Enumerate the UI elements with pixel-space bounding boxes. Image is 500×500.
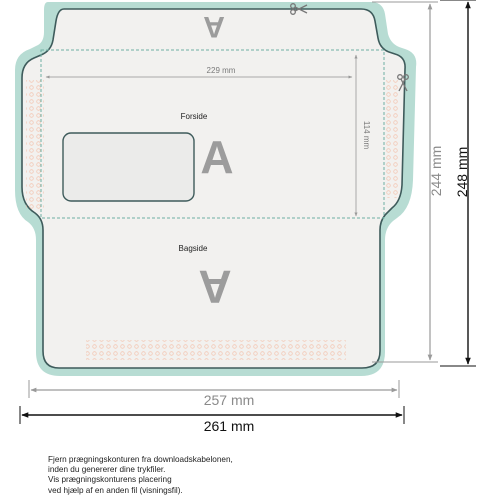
total-width-label: 261 mm (203, 418, 255, 434)
inner-height-label: 114 mm (362, 120, 371, 150)
envelope-height-label: 244 mm (428, 145, 444, 197)
orientation-letter-front: A (200, 131, 234, 183)
back-label: Bagside (178, 244, 208, 253)
embossing-zone-bottom (86, 340, 346, 360)
front-label: Forside (180, 112, 208, 121)
embossing-zone-right (386, 80, 400, 198)
envelope-width-label: 257 mm (203, 392, 255, 408)
address-window (63, 133, 194, 201)
orientation-letter-back: A (198, 261, 232, 313)
orientation-letter-flap: A (203, 10, 225, 43)
instruction-line: ved hjælp af en anden fil (visningsfil). (48, 485, 183, 495)
instruction-line: Fjern prægningskonturen fra downloadskabelonen, (48, 455, 233, 464)
inner-width-label: 229 mm (206, 66, 236, 75)
instruction-line: Vis prægningskonturens placering (48, 475, 172, 485)
instructions-text (48, 455, 233, 496)
instruction-line: inden du genererer dine trykfiler. (48, 465, 166, 475)
total-height-label: 248 mm (454, 146, 470, 198)
